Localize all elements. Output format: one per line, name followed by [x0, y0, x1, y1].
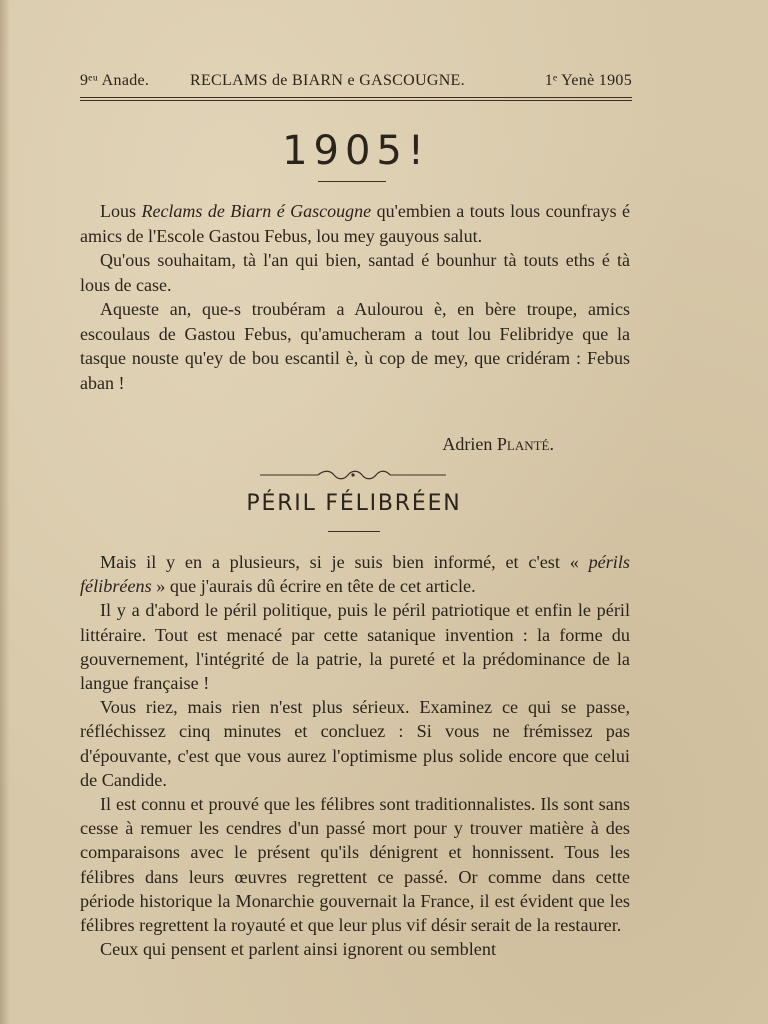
section-title-rule: [328, 531, 380, 532]
header-issue: 9ᵉᵘ Anade.: [80, 72, 150, 89]
signature-first-name: Adrien: [442, 434, 493, 454]
journal-name-italic: Reclams de Biarn é Gascougne: [141, 201, 372, 221]
intro-text: [80, 199, 630, 395]
section-text: [80, 550, 630, 961]
section-paragraph-1: Mais il y en a plusieurs, si je suis bien informé, et c'est « périls félibréens » que j'aurais dû écrire en tête de cet article.: [80, 552, 630, 597]
ornament-divider: [258, 466, 448, 484]
running-header: [80, 72, 632, 94]
header-date: 1ᵉ Yenè 1905: [544, 72, 632, 89]
quoted-phrase-italic: périls félibréens: [80, 552, 630, 597]
intro-paragraph-3: Aqueste an, que-s troubéram a Aulourou è, en bère troupe, amics escoulaus de Gastou Febus, qu'amucheram a tout lou Felibridye que la tasque nouste qu'ey de bou escantil è, ù cop de mey, que cridéram : Febus aban !: [80, 299, 630, 393]
signature-last-name: Planté.: [496, 434, 554, 454]
section-paragraph-3: Vous riez, mais rien n'est plus sérieux. Examinez ce qui se passe, réfléchissez cinq minutes et concluez : Si vous ne frémissez pas d'épouvante, c'est que vous aurez l'optimisme plus solide encore que celui de Candide.: [80, 697, 630, 790]
page-title: 1905!: [282, 128, 430, 174]
intro-paragraph-1: Lous Reclams de Biarn é Gascougne qu'embien a touts lous counfrays é amics de l'Escole Gastou Febus, lou mey gauyous salut.: [80, 201, 631, 246]
section-paragraph-4: Il est connu et prouvé que les félibres sont traditionnalistes. Ils sont sans cesse à remuer les cendres d'un passé mort pour y trouver matière à des comparaisons avec le présent qu'ils dénigrent et honnissent. Tous les félibres dans leurs œuvres regrettent ce passé. Or comme dans cette période historique la Monarchie gouvernait la France, il est évident que les félibres regrettent la royauté et que leur plus vif désir serait de la restaurer.: [80, 794, 630, 936]
section-paragraph-2: Il y a d'abord le péril politique, puis le péril patriotique et enfin le péril littéraire. Tout est menacé par cette satanique invention : la forme du gouvernement, l'intégrité de la patrie, la pureté et la prédominance de la langue française !: [80, 600, 630, 694]
signature: [80, 434, 554, 455]
header-journal-title: RECLAMS de BIARN e GASCOUGNE.: [190, 72, 465, 89]
intro-paragraph-2: Qu'ous souhaitam, tà l'an qui bien, santad é bounhur tà touts eths é tà lous de case.: [80, 250, 630, 295]
header-double-rule: [80, 97, 632, 101]
section-paragraph-5: Ceux qui pensent et parlent ainsi ignorent ou semblent: [100, 939, 496, 960]
title-rule: [318, 181, 386, 182]
section-title: PÉRIL FÉLIBRÉEN: [246, 491, 462, 516]
